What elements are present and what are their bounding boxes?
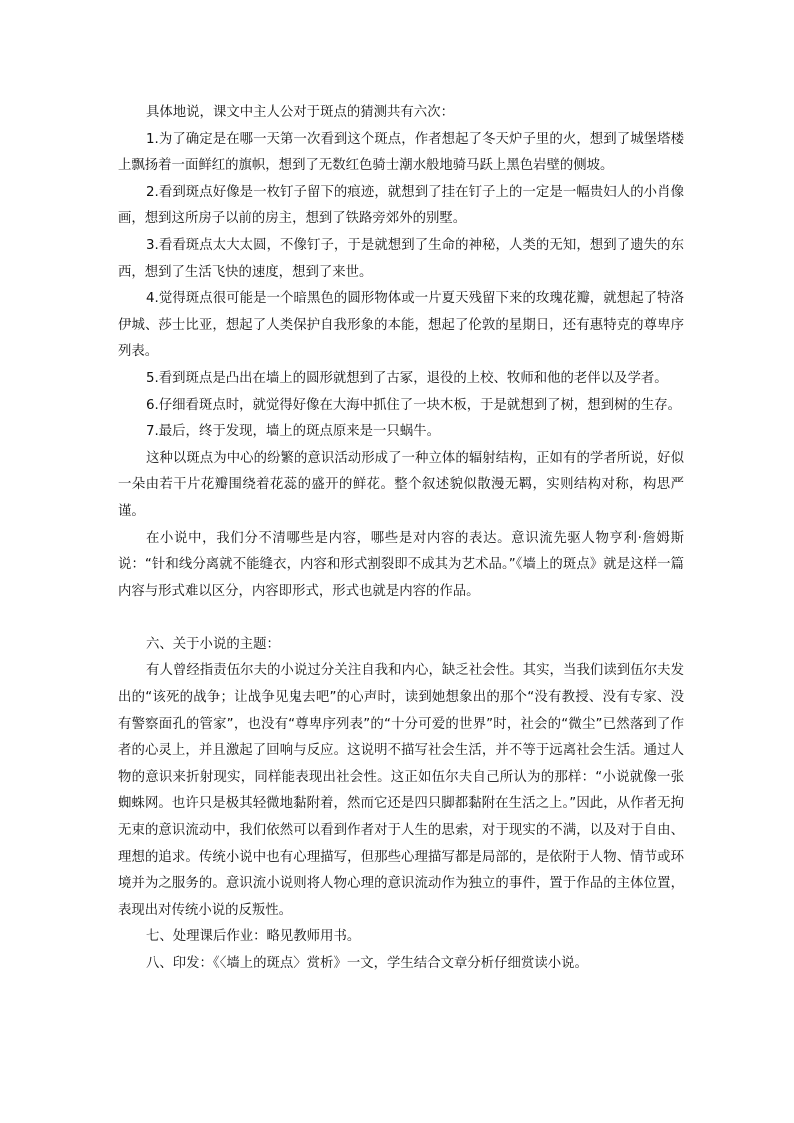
guess-5-paragraph: 5.看到斑点是凸出在墙上的圆形就想到了古冢，退役的上校、牧师和他的老伴以及学者。	[146, 370, 668, 386]
guess-6-paragraph: 6.仔细看斑点时，就觉得好像在大海中抓住了一块木板，于是就想到了树，想到树的生存。	[146, 397, 682, 413]
structure-paragraph: 这种以斑点为中心的纷繁的意识活动形成了一种立体的辐射结构，正如有的学者所说，好似一朵由若干片花瓣围绕着花蕊的盛开的鲜花。整个叙述貌似散漫无羁，实则结构对称，构思严谨。	[118, 450, 684, 519]
guess-3-paragraph: 3.看看斑点太大太圆，不像钉子，于是就想到了生命的神秘，人类的无知，想到了遗失的东西，想到了生活飞快的速度，想到了来世。	[118, 237, 684, 280]
form-content-paragraph: 在小说中，我们分不清哪些是内容，哪些是对内容的表达。意识流先驱人物亨利·詹姆斯说：“针和线分离就不能缝衣，内容和形式割裂即不成其为艺术品。”《墙上的斑点》就是这样一篇内容与形式难以区分，内容即形式，形式也就是内容的作品。	[118, 530, 684, 599]
guess-2-paragraph: 2.看到斑点好像是一枚钉子留下的痕迹，就想到了挂在钉子上的一定是一幅贵妇人的小肖像画，想到这所房子以前的房主，想到了铁路旁郊外的别墅。	[118, 184, 684, 227]
section-7-line: 七、处理课后作业：略见教师用书。	[146, 929, 361, 945]
intro-paragraph: 具体地说，课文中主人公对于斑点的猜测共有六次：	[146, 105, 454, 120]
guess-4-paragraph: 4.觉得斑点很可能是一个暗黑色的圆形物体或一片夏天残留下来的玫瑰花瓣，就想起了特洛伊城、莎士比亚，想起了人类保护自我形象的本能，想起了伦敦的星期日，还有惠特克的尊卑序列表。	[118, 291, 684, 360]
section-8-line: 八、印发：《〈墙上的斑点〉赏析》一文，学生结合文章分析仔细赏读小说。	[146, 956, 588, 971]
section-gap	[118, 605, 684, 632]
document-body	[118, 100, 684, 978]
guess-1-paragraph: 1.为了确定是在哪一天第一次看到这个斑点，作者想起了冬天炉子里的火，想到了城堡塔楼上飘扬着一面鲜红的旗帜，想到了无数红色骑士潮水般地骑马跃上黑色岩壁的侧坡。	[118, 131, 684, 174]
section-6-heading: 六、关于小说的主题：	[146, 636, 280, 652]
guess-7-paragraph: 7.最后，终于发现，墙上的斑点原来是一只蜗牛。	[146, 424, 440, 440]
section-6-body: 有人曾经指责伍尔夫的小说过分关注自我和内心，缺乏社会性。其实，当我们读到伍尔夫发出的“该死的战争；让战争见鬼去吧”的心声时，读到她想象出的那个“没有教授、没有专家、没有警察面孔的管家”，也没有“尊卑序列表”的“十分可爱的世界”时，社会的“微尘”已然落到了作者的心灵上，并且激起了回响与反应。这说明不描写社会生活，并不等于远离社会生活。通过人物的意识来折射现实，同样能表现出社会性。这正如伍尔夫自己所认为的那样：“小说就像一张蜘蛛网。也许只是极其轻微地黏附着，然而它还是四只脚都黏附在生活之上。”因此，从作者无拘无束的意识流动中，我们依然可以看到作者对于人生的思索，对于现实的不满，以及对于自由、理想的追求。传统小说中也有心理描写，但那些心理描写都是局部的，是依附于人物、情节或环境并为之服务的。意识流小说则将人物心理的意识流动作为独立的事件，置于作品的主体位置，表现出对传统小说的反叛性。	[118, 663, 684, 918]
